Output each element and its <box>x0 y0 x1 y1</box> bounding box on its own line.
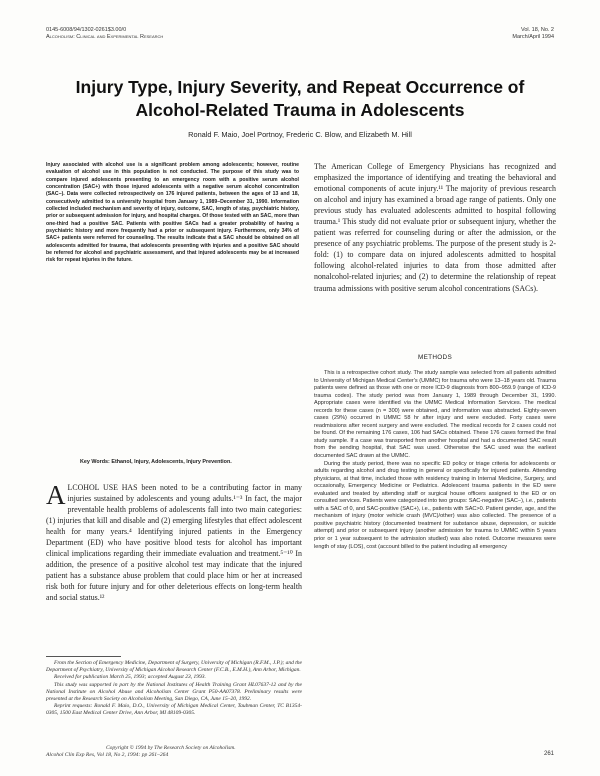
citation-line: Alcohol Clin Exp Res, Vol 18, No 2, 1994: pp 261–264 <box>46 752 169 758</box>
page-number: 261 <box>543 751 554 757</box>
footnote-received: Received for publication March 25, 1993; accepted August 23, 1993. <box>54 674 206 681</box>
article-title: Injury Type, Injury Severity, and Repeat Occurrence of Alcohol-Related Trauma in Adolescents <box>75 77 525 120</box>
methods-section <box>314 370 556 551</box>
methods-paragraph: During the study period, there was no specific ED policy or triage criteria for adolescents or adults regarding alcohol and drug testing in general or specifically for injured patients. Attending physicians, at that time, included those with residency training in Internal Medicine, Surgery, and occasionally, Emergency Medicine or Pediatrics. Adolescent trauma patients in the ED were evaluated and treated by attending staff or surgical house officers assigned to the ED or on consulted services. Patients were categorized into two groups: SAC-negative (SAC−), i.e., patients with a SAC of 0, and SAC-positive (SAC+), i.e., patients with SAC>0. Patient gender, age, and the mechanism of injury (motor vehicle crash (MVC)/other) was also collected. The presence of a positive psychiatric history (documented treatment for substance abuse, depression, or suicide attempt) and prior or subsequent injury (another admission for trauma to UMMC within 5 years prior or 1 year subsequent to the admission studied) was also noted. Outcome measures were length of stay (LOS), cost (account billed to the patient including all emergency <box>314 460 556 550</box>
running-header-right <box>512 27 554 41</box>
abstract: Injury associated with alcohol use is a significant problem among adolescents; however, routine evaluation of alcohol use in this population is not conducted. The purpose of this study was to compare injured adolescents presenting to an emergency room with a positive serum alcohol concentration (SAC+) with those injured adolescents with a negative serum alcohol concentration (SAC−). Data were collected retrospectively on 176 injured patients, between the ages of 13 and 18, consecutively admitted to a university hospital from January 1, 1989–December 31, 1990. Information collected included mechanism and severity of injury, outcome, SAC, length of stay, psychiatric history, prior or subsequent admission for injury, and hospital charges. Of those tested with an SAC, more than one-third had a positive SAC. Patients with positive SACs had a greater probability of having a psychiatric history and more frequently had a prior or subsequent injury. Furthermore, only 34% of SAC+ patients were referred for counseling. The results indicate that a SAC should be obtained on all adolescents admitted for trauma, that adolescents presenting with injuries and a positive SAC should be referred for alcohol and psychiatric assessment, and that injured adolescents may be at increased risk for repeat injuries in the future. <box>46 162 299 264</box>
running-header-left <box>46 27 163 41</box>
issue-date: March/April 1994 <box>512 34 554 40</box>
keywords: Key Words: Ethanol, Injury, Adolescents, Injury Prevention. <box>80 459 232 465</box>
copyright-notice: Copyright © 1994 by The Research Society on Alcoholism. <box>106 745 236 751</box>
intro-left-text: LCOHOL USE HAS been noted to be a contributing factor in many injuries sustained by adolescents and young adults.¹⁻³ In fact, the major preventable health problems of adolescents fall into two main categories: (1) injuries that kill and disable and (2) emerging lifestyles that effect adolescent health for many years.⁴ Identifying injured patients in the Emergency Department (ED) who have positive blood tests for alcohol has important clinical implications regarding their immediate evaluation and treatment.⁵⁻¹⁰ In addition, the presence of a positive alcohol test may indicate that the injured patient has a substance abuse problem that could place him or her at increased risk both for future injury and for other deleterious effects on long-term health and social status.¹² <box>46 483 302 603</box>
footnotes <box>46 660 302 718</box>
introduction-right-column: The American College of Emergency Physicians has recognized and emphasized the importance of identifying and treating the behavioral and emotional components of acute injury.¹¹ The majority of previous research on alcohol and injury has examined a broad age range of patients. Only one previous study has evaluated adolescents admitted to hospital following trauma.¹ This study did not evaluate prior or subsequent injury, whether the patient was referred for counseling during or after the admission, or the presence of any psychiatric problems. The purpose of the present study is 2-fold: (1) to compare data on injured adolescents admitted to hospital following alcohol-related injuries to data from those admitted after nonalcohol-related injuries; and (2) to determine the relationship of repeat trauma admissions with positive serum alcohol concentrations (SACs). <box>314 162 556 293</box>
footnote-divider <box>46 656 121 657</box>
footnote-affiliation: From the Section of Emergency Medicine, Department of Surgery, University of Michigan (R.F.M., J.P.); and the Department of Psychiatry, University of Michigan Alcohol Research Center (F.C.B., E.M.H.), Ann Arbor, Michigan. <box>46 660 302 674</box>
footnote-reprints: Reprint requests: Ronald F. Maio, D.O., University of Michigan Medical Center, Taubman Center, TC B1354-0305, 1500 East Medical Center Drive, Ann Arbor, MI 48109-0305. <box>46 703 302 717</box>
journal-name: Alcoholism: Clinical and Experimental Research <box>46 34 164 40</box>
author-list: Ronald F. Maio, Joel Portnoy, Frederic C. Blow, and Elizabeth M. Hill <box>188 130 412 139</box>
methods-paragraph: This is a retrospective cohort study. The study sample was selected from all patients admitted to University of Michigan Medical Center's (UMMC) for trauma who were 13–18 years old. Trauma patients were defined as those with one or more ICD-9 diagnosis from 800–959.9 (range of ICD-9 trauma codes). The study period was from January 1, 1989 through December 31, 1990. Appropriate cases were identified via the UMMC Medical Information Services. The medical records for these cases (n = 300) were obtained, and information was abstracted. Eighty-seven cases (29%) occurred in UMMC 58 hr after injury and were excluded. Forty cases were readmissions after recent surgery and were excluded. The medical records for 2 cases could not be found. Of the remaining 176 cases, 106 had SACs obtained. These 176 cases formed the final study sample. If a case was transported from another hospital and had a documented SAC result from the sending hospital, that SAC was used. Otherwise the SAC used was the earliest documented SAC drawn at the UMMC. <box>314 370 556 460</box>
methods-heading: METHODS <box>417 354 453 361</box>
introduction-left-column <box>46 482 302 604</box>
footnote-funding: This study was supported in part by the National Institutes of Health Training Grant HL07637-12 and by the National Institute on Alcohol Abuse and Alcoholism Center Grant P50-AA07378. Preliminary results were presented at the Research Society on Alcoholism Meeting, San Diego, CA, June 15–20, 1992. <box>46 681 302 703</box>
volume-issue: Vol. 18, No. 2 <box>520 27 554 33</box>
drop-cap: A <box>46 480 66 510</box>
issn-code: 0145-6008/94/1302-0261$3.00/0 <box>46 27 127 33</box>
